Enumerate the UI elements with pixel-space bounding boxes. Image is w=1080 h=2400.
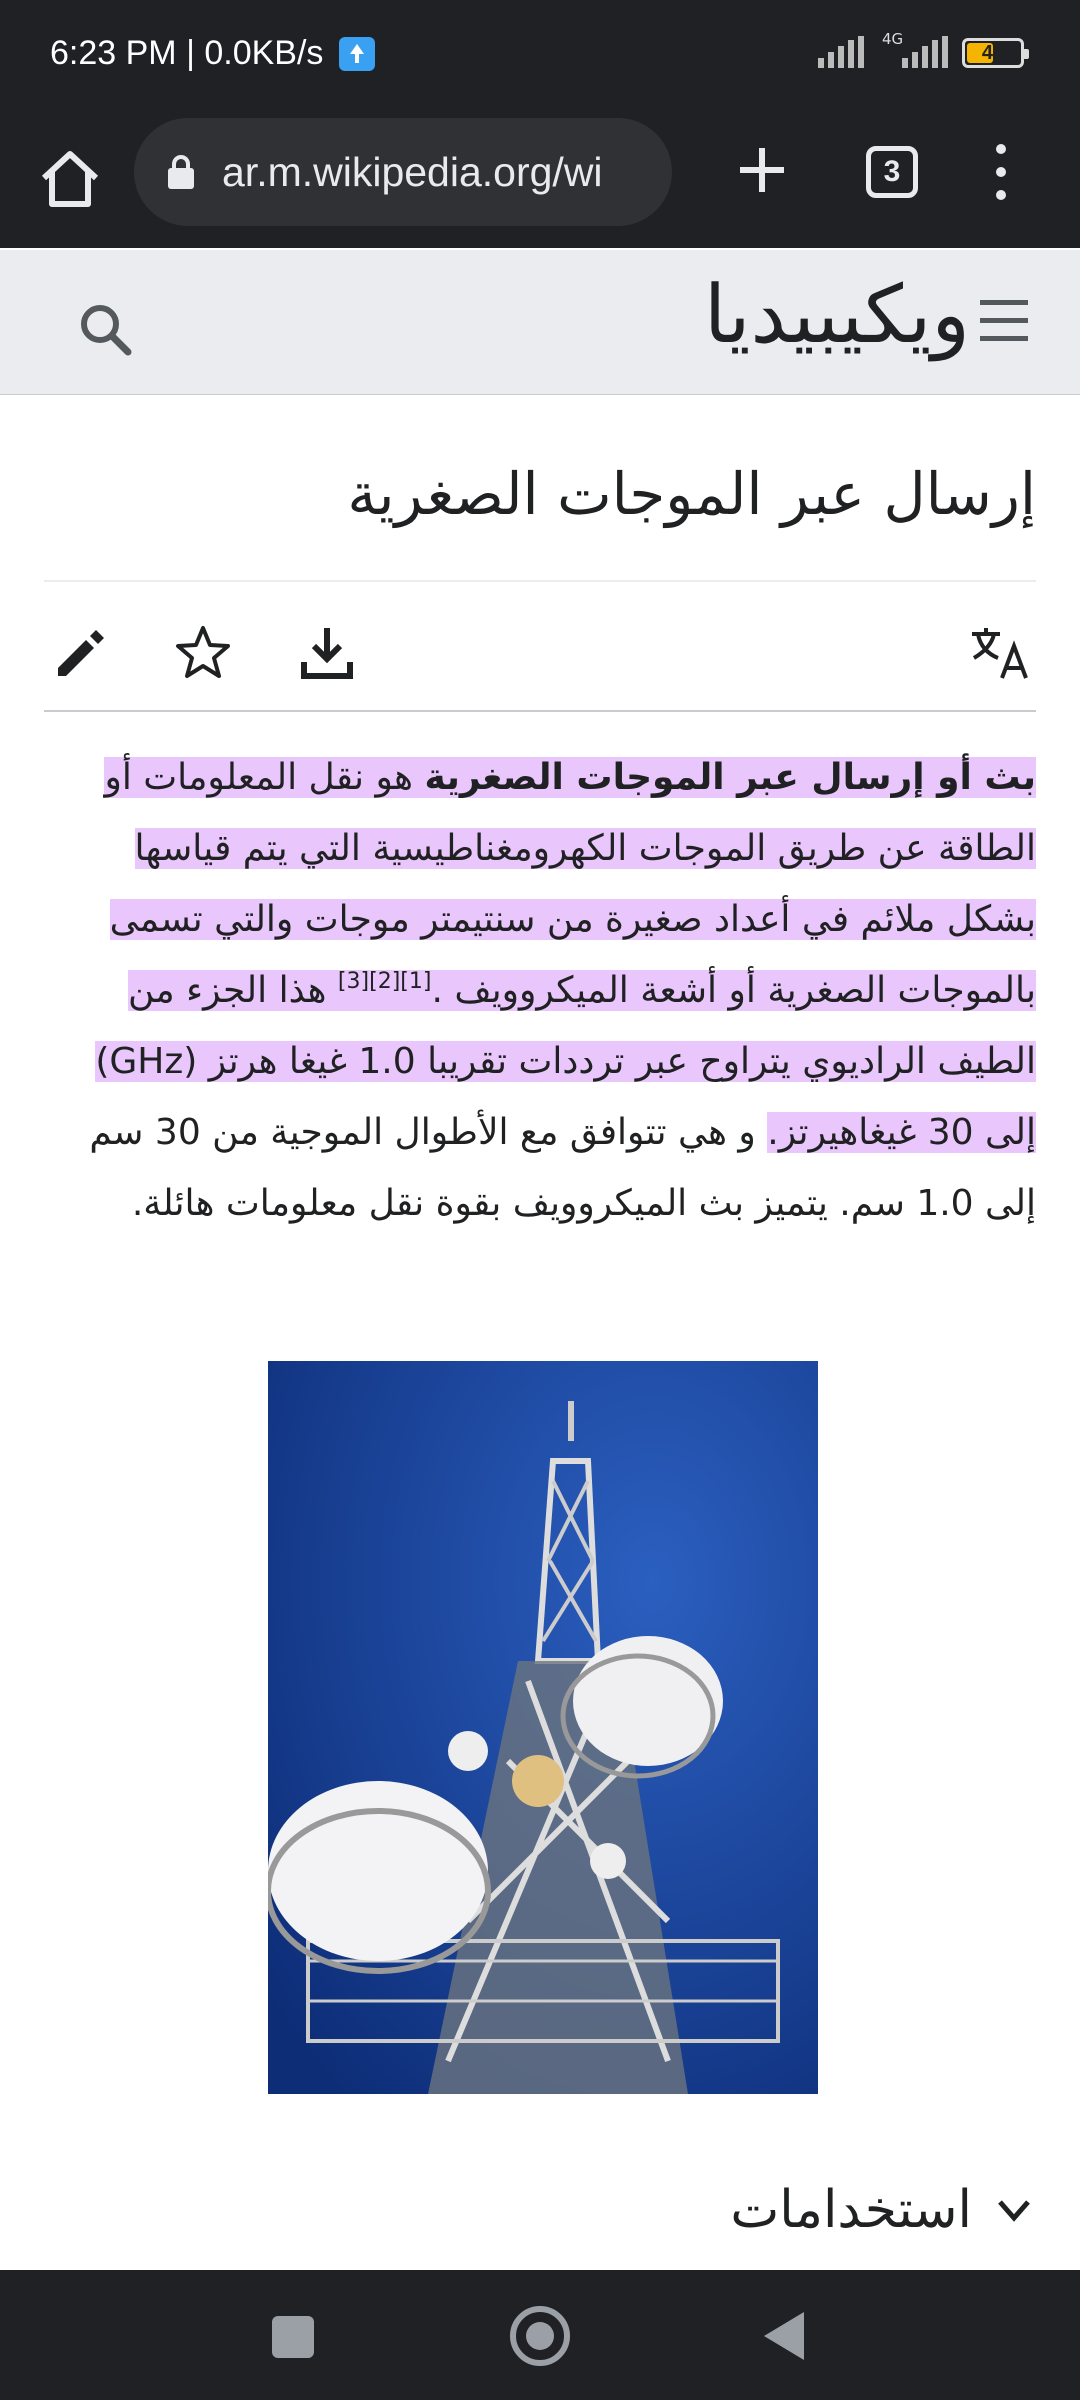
status-time: 6:23 PM | 0.0KB/s [50,34,324,72]
star-icon[interactable] [168,618,238,688]
article-image-tower[interactable] [268,1361,818,2094]
home-icon[interactable] [30,140,110,220]
signal-icon [818,36,864,68]
wiki-logo[interactable]: ويكيبيديا [703,268,970,361]
article-lead-text: هو نقل المعلومات أو الطاقة عن طريق الموجات الكهرومغناطيسية التي يتم قياسها بشكل ملائم في أعداد صغيرة من سنتيمتر موجات والتي تسمى بالموجات الصغرية أو أشعة الميكروويف . [104,757,1036,1011]
chevron-down-icon [992,2188,1036,2232]
home-nav-icon[interactable] [510,2306,570,2366]
download-icon[interactable] [292,618,362,688]
recents-icon[interactable] [272,2316,314,2358]
status-right [818,30,1024,68]
edit-icon[interactable] [44,618,114,688]
lock-icon [168,155,194,189]
reference-links[interactable]: [1][2][3] [337,969,432,994]
battery-icon [962,38,1024,68]
browser-toolbar [0,112,1080,248]
highlighted-text [95,757,1036,1153]
upload-icon [339,37,375,71]
system-nav-bar [0,2270,1080,2400]
status-left [50,34,375,73]
translate-icon[interactable] [966,618,1036,688]
page-title: إرسال عبر الموجات الصغرية [347,460,1036,528]
battery-text: 47 [981,41,1005,64]
wiki-header [0,250,1080,395]
divider [44,580,1036,582]
network-type: 4G [882,30,904,48]
back-icon[interactable] [764,2312,804,2360]
page-actions [44,590,1036,712]
article-lead-bold: بث أو إرسال عبر الموجات الصغرية [424,757,1036,798]
new-tab-button[interactable] [722,130,802,210]
url-text: ar.m.wikipedia.org/wi [222,148,603,195]
more-vert-icon[interactable] [980,142,1024,202]
search-icon[interactable] [66,290,146,370]
section-header[interactable] [730,2180,1036,2240]
status-bar [0,0,1080,112]
tab-switcher-button[interactable]: 3 [866,146,918,198]
hamburger-menu-icon[interactable] [976,298,1032,348]
url-bar[interactable] [134,118,672,226]
signal-4g-icon [878,30,948,68]
article-plain-text: و هي تتوافق مع الأطوال الموجية من 30 سم إلى 1.0 سم. يتميز بث الميكروويف بقوة نقل معلومات هائلة. [89,1112,1036,1224]
plus-icon [722,130,802,210]
article-lead-text-2: هذا الجزء من الطيف الراديوي يتراوح عبر ترددات تقريبا 1.0 غيغا هرتز (GHz) إلى 30 غيغاهيرتز. [95,970,1036,1153]
section-title: استخدامات [730,2180,972,2240]
article-body [44,742,1036,1239]
